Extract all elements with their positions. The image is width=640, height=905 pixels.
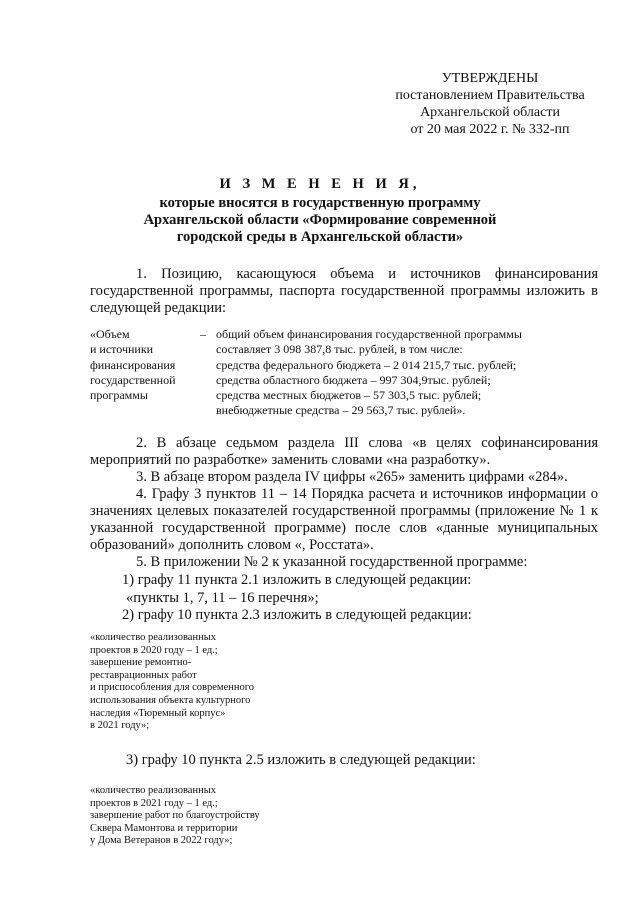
quote-line: «количество реализованных bbox=[90, 632, 217, 643]
quote-line: проектов в 2020 году – 1 ед.; bbox=[90, 644, 218, 656]
quote-line: и приспособления для современного bbox=[90, 682, 255, 694]
item-4-paragraph: 4. Графу 3 пунктов 11 – 14 Порядка расчета и источников информации о значениях целевых показателей государственной программы (приложение № 1 к указанной государственной программе) после слов «данные муниципальных образований» дополнить словом «, Росстата». bbox=[90, 486, 598, 553]
passport-value-line: внебюджетные средства – 29 563,7 тыс. рублей». bbox=[216, 403, 466, 418]
title-line: которые вносятся в государственную программу bbox=[159, 195, 481, 211]
passport-label-line: и источники bbox=[90, 342, 154, 357]
title-line: Архангельской области «Формирование современной bbox=[143, 212, 497, 228]
item-2-paragraph: 2. В абзаце седьмом раздела III слова «в целях софинансирования мероприятий по разработке» заменить словами «на разработку». bbox=[90, 435, 598, 468]
quote-block-2 bbox=[90, 632, 330, 733]
passport-value-line: средства федерального бюджета – 2 014 215,7 тыс. рублей; bbox=[216, 357, 517, 372]
passport-label-line: «Объем bbox=[90, 327, 130, 341]
passport-label-line: программы bbox=[90, 388, 148, 403]
passport-label bbox=[90, 327, 190, 403]
sub-item-2: 2) графу 10 пункта 2.3 изложить в следующей редакции: bbox=[122, 607, 472, 623]
document-title bbox=[90, 176, 550, 246]
item-5-paragraph: 5. В приложении № 2 к указанной государственной программе: bbox=[136, 554, 528, 570]
quote-line: завершение работ по благоустройству bbox=[90, 810, 260, 822]
approval-line: постановлением Правительства bbox=[395, 88, 585, 103]
quote-line: Сквера Мамонтова и территории bbox=[90, 822, 238, 834]
item-3-paragraph: 3. В абзаце втором раздела IV цифры «265» заменить цифрами «284». bbox=[136, 469, 568, 485]
passport-values bbox=[216, 327, 600, 419]
sub-item-1-text: «пункты 1, 7, 11 – 16 перечня»; bbox=[126, 590, 319, 606]
sub-item-1: 1) графу 11 пункта 2.1 изложить в следующей редакции: bbox=[122, 572, 472, 588]
approval-line: УТВЕРЖДЕНЫ bbox=[441, 71, 539, 86]
quote-line: завершение ремонтно- bbox=[90, 657, 192, 669]
passport-value-line: средства областного бюджета – 997 304,9тыс. рублей; bbox=[216, 372, 491, 387]
passport-dash: – bbox=[200, 327, 206, 341]
approval-line: от 20 мая 2022 г. № 332-пп bbox=[410, 122, 570, 137]
passport-label-line: финансирования bbox=[90, 357, 176, 372]
passport-value-line: составляет 3 098 387,8 тыс. рублей, в том числе: bbox=[216, 342, 463, 357]
item-1-paragraph: 1. Позицию, касающуюся объема и источников финансирования государственной программы, паспорта государственной программы изложить в следующей редакции: bbox=[90, 266, 598, 316]
quote-line: у Дома Ветеранов в 2022 году»; bbox=[90, 835, 233, 847]
approval-stamp bbox=[380, 70, 600, 138]
title-main: И З М Е Н Е Н И Я, bbox=[219, 176, 421, 192]
passport-label-line: государственной bbox=[90, 372, 176, 387]
quote-line: в 2021 году»; bbox=[90, 720, 150, 732]
sub-item-3: 3) графу 10 пункта 2.5 изложить в следующей редакции: bbox=[126, 752, 476, 768]
quote-line: использования объекта культурного bbox=[90, 694, 251, 706]
approval-line: Архангельской области bbox=[420, 105, 560, 120]
quote-line: наследия «Тюремный корпус» bbox=[90, 707, 226, 719]
title-line: городской среды в Архангельской области» bbox=[176, 229, 464, 245]
quote-block-3 bbox=[90, 785, 330, 848]
passport-value-line: общий объем финансирования государственной программы bbox=[216, 327, 522, 341]
passport-value-line: средства местных бюджетов – 57 303,5 тыс. рублей; bbox=[216, 388, 482, 403]
quote-line: реставрационных работ bbox=[90, 669, 197, 681]
quote-line: проектов в 2021 году – 1 ед.; bbox=[90, 797, 218, 809]
quote-line: «количество реализованных bbox=[90, 785, 217, 796]
